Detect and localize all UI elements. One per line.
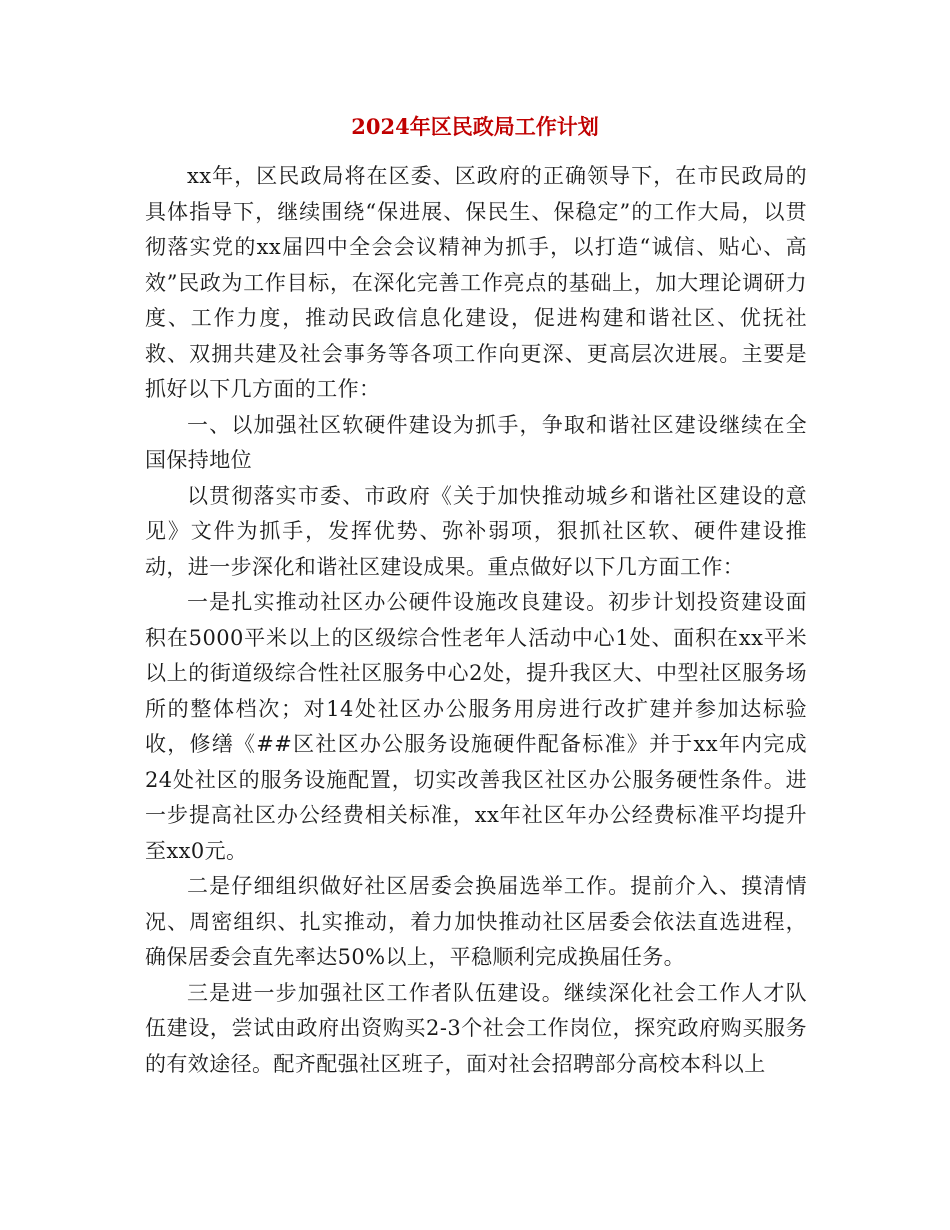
paragraph-item-1: 一是扎实推动社区办公硬件设施改良建设。初步计划投资建设面积在5000平米以上的区级综合性老年人活动中心1处、面积在xx平米以上的街道级综合性社区服务中心2处，提升我区大、中型社区服务场所的整体档次；对14处社区办公服务用房进行改扩建并参加达标验收，修缮《##区社区办公服务设施硬件配备标准》并于xx年内完成24处社区的服务设施配置，切实改善我区社区办公服务硬性条件。进一步提高社区办公经费相关标准，xx年社区年办公经费标准平均提升至xx0元。 — [145, 590, 807, 863]
document-title: 2024年区民政局工作计划 — [351, 114, 599, 139]
document-body — [145, 159, 807, 1082]
paragraph-section-heading: 一、以加强社区软硬件建设为抓手，争取和谐社区建设继续在全国保持地位 — [145, 412, 807, 472]
paragraph-item-3: 三是进一步加强社区工作者队伍建设。继续深化社会工作人才队伍建设，尝试由政府出资购买2-3个社会工作岗位，探究政府购买服务的有效途径。配齐配强社区班子，面对社会招聘部分高校本科以上 — [145, 980, 807, 1076]
paragraph-section-intro: 以贯彻落实市委、市政府《关于加快推动城乡和谐社区建设的意见》文件为抓手，发挥优势、弥补弱项，狠抓社区软、硬件建设推动，进一步深化和谐社区建设成果。重点做好以下几方面工作： — [145, 483, 807, 579]
paragraph-intro: xx年，区民政局将在区委、区政府的正确领导下，在市民政局的具体指导下，继续围绕“保进展、保民生、保稳定”的工作大局，以贯彻落实党的xx届四中全会会议精神为抓手，以打造“诚信、贴心、高效”民政为工作目标，在深化完善工作亮点的基础上，加大理论调研力度、工作力度，推动民政信息化建设，促进构建和谐社区、优抚社救、双拥共建及社会事务等各项工作向更深、更高层次进展。主要是抓好以下几方面的工作： — [145, 164, 807, 401]
paragraph-item-2: 二是仔细组织做好社区居委会换届选举工作。提前介入、摸清情况、周密组织、扎实推动，着力加快推动社区居委会依法直选进程，确保居委会直先率达50%以上，平稳顺利完成换届任务。 — [145, 874, 807, 969]
